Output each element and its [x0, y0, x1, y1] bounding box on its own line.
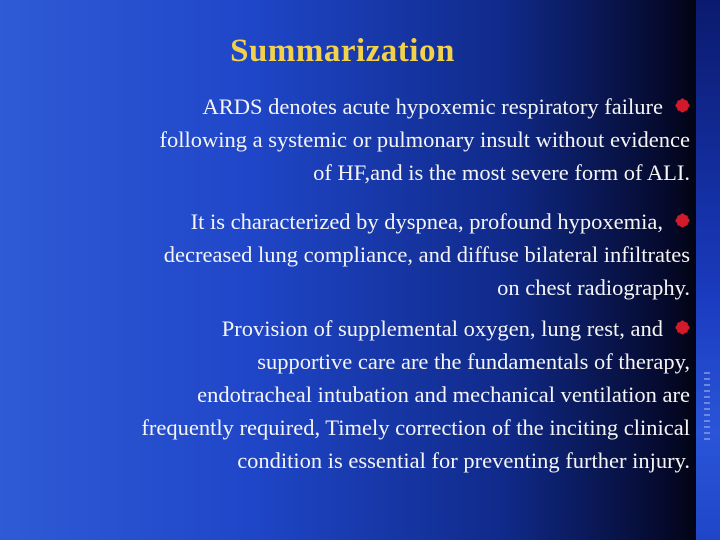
- decorative-ticks: [704, 372, 710, 442]
- paragraph-3: [141, 312, 690, 477]
- paragraph-line: of HF,and is the most severe form of ALI.: [313, 160, 690, 185]
- paragraph-line: endotracheal intubation and mechanical ventilation are: [197, 382, 690, 407]
- flower-bullet-icon: [675, 320, 690, 335]
- paragraph-line: ARDS denotes acute hypoxemic respiratory failure: [159, 90, 690, 123]
- paragraph-1: [159, 90, 690, 189]
- decorative-stripe: [696, 0, 720, 540]
- slide-title: Summarization: [230, 33, 455, 69]
- paragraph-line: It is characterized by dyspnea, profound hypoxemia,: [164, 205, 690, 238]
- paragraph-line: following a systemic or pulmonary insult without evidence: [159, 127, 690, 152]
- paragraph-line: Provision of supplemental oxygen, lung rest, and: [141, 312, 690, 345]
- paragraph-line: decreased lung compliance, and diffuse bilateral infiltrates: [163, 242, 690, 267]
- paragraph-line: supportive care are the fundamentals of therapy,: [257, 349, 690, 374]
- flower-bullet-icon: [675, 98, 690, 113]
- flower-bullet-icon: [675, 213, 690, 228]
- paragraph-line: on chest radiography.: [497, 275, 690, 300]
- paragraph-line: frequently required, Timely correction of the inciting clinical: [141, 415, 690, 440]
- paragraph-2: [164, 205, 690, 304]
- paragraph-line: condition is essential for preventing further injury.: [237, 448, 690, 473]
